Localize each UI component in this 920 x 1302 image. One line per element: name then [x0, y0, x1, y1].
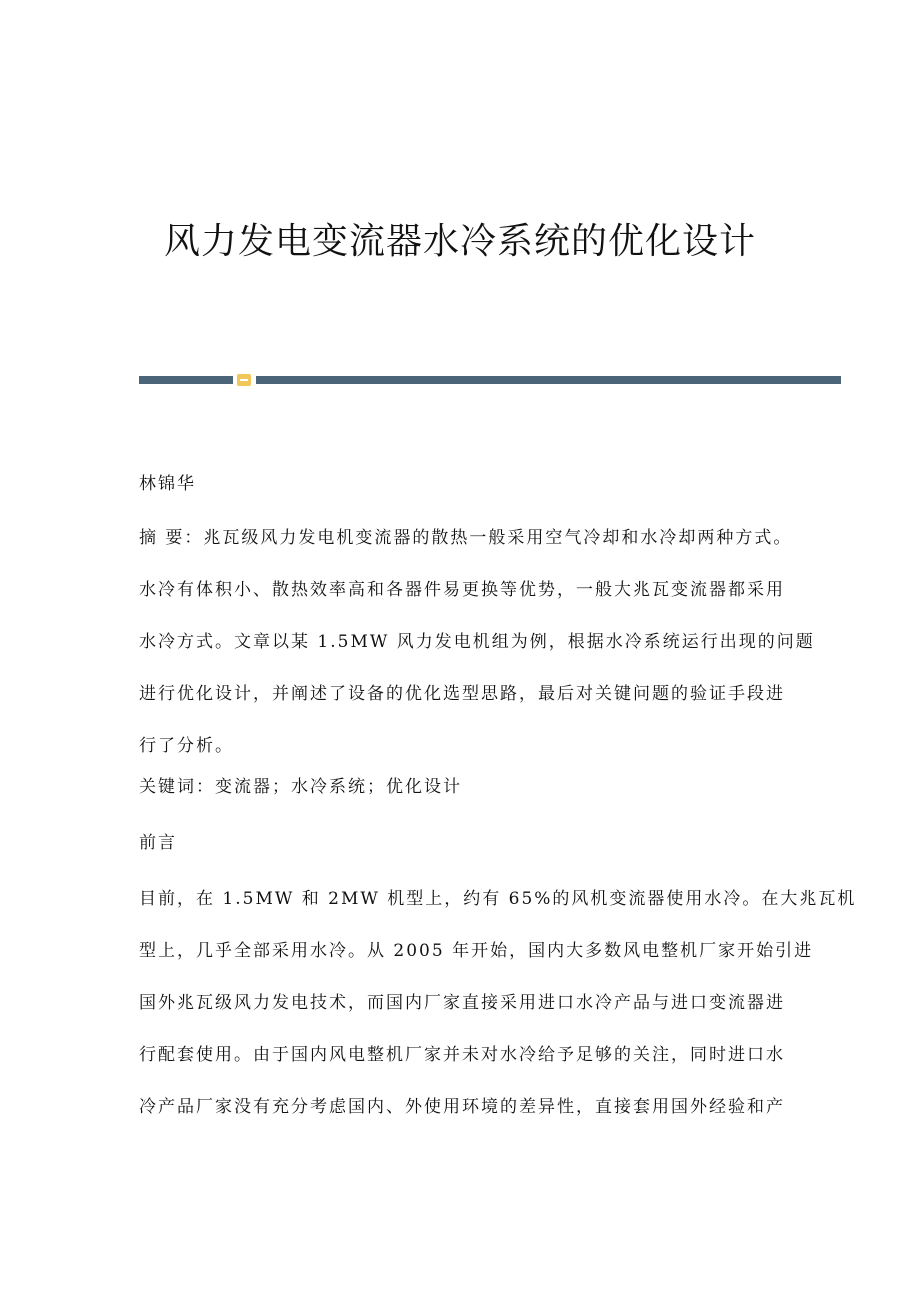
abstract-line: 水冷方式。文章以某 1.5MW 风力发电机组为例，根据水冷系统运行出现的问题 [139, 632, 815, 652]
keywords-line: 关键词：变流器；水冷系统；优化设计 [139, 777, 462, 797]
body-line: 国外兆瓦级风力发电技术，而国内厂家直接采用进口水冷产品与进口变流器进 [139, 993, 785, 1013]
abstract-line: 摘 要：兆瓦级风力发电机变流器的散热一般采用空气冷却和水冷却两种方式。 [139, 528, 793, 548]
abstract-paragraph [139, 512, 815, 772]
body-paragraph [139, 873, 857, 1133]
body-line: 型上，几乎全部采用水冷。从 2005 年开始，国内大多数风电整机厂家开始引进 [139, 941, 814, 961]
body-line: 目前，在 1.5MW 和 2MW 机型上，约有 65%的风机变流器使用水冷。在大兆瓦机 [139, 889, 857, 909]
divider-bar-right [256, 376, 841, 384]
document-title: 风力发电变流器水冷系统的优化设计 [163, 221, 756, 262]
title-divider [139, 374, 841, 386]
author-name: 林锦华 [139, 474, 196, 494]
divider-marker-icon [237, 374, 251, 386]
abstract-line: 进行优化设计，并阐述了设备的优化选型思路，最后对关键问题的验证手段进 [139, 684, 785, 704]
body-line: 行配套使用。由于国内风电整机厂家并未对水冷给予足够的关注，同时进口水 [139, 1045, 785, 1065]
divider-bar-left [139, 376, 233, 384]
abstract-line: 水冷有体积小、散热效率高和各器件易更换等优势，一般大兆瓦变流器都采用 [139, 580, 785, 600]
body-line: 冷产品厂家没有充分考虑国内、外使用环境的差异性，直接套用国外经验和产 [139, 1097, 785, 1117]
abstract-line: 行了分析。 [139, 736, 234, 756]
section-heading: 前言 [139, 833, 177, 853]
